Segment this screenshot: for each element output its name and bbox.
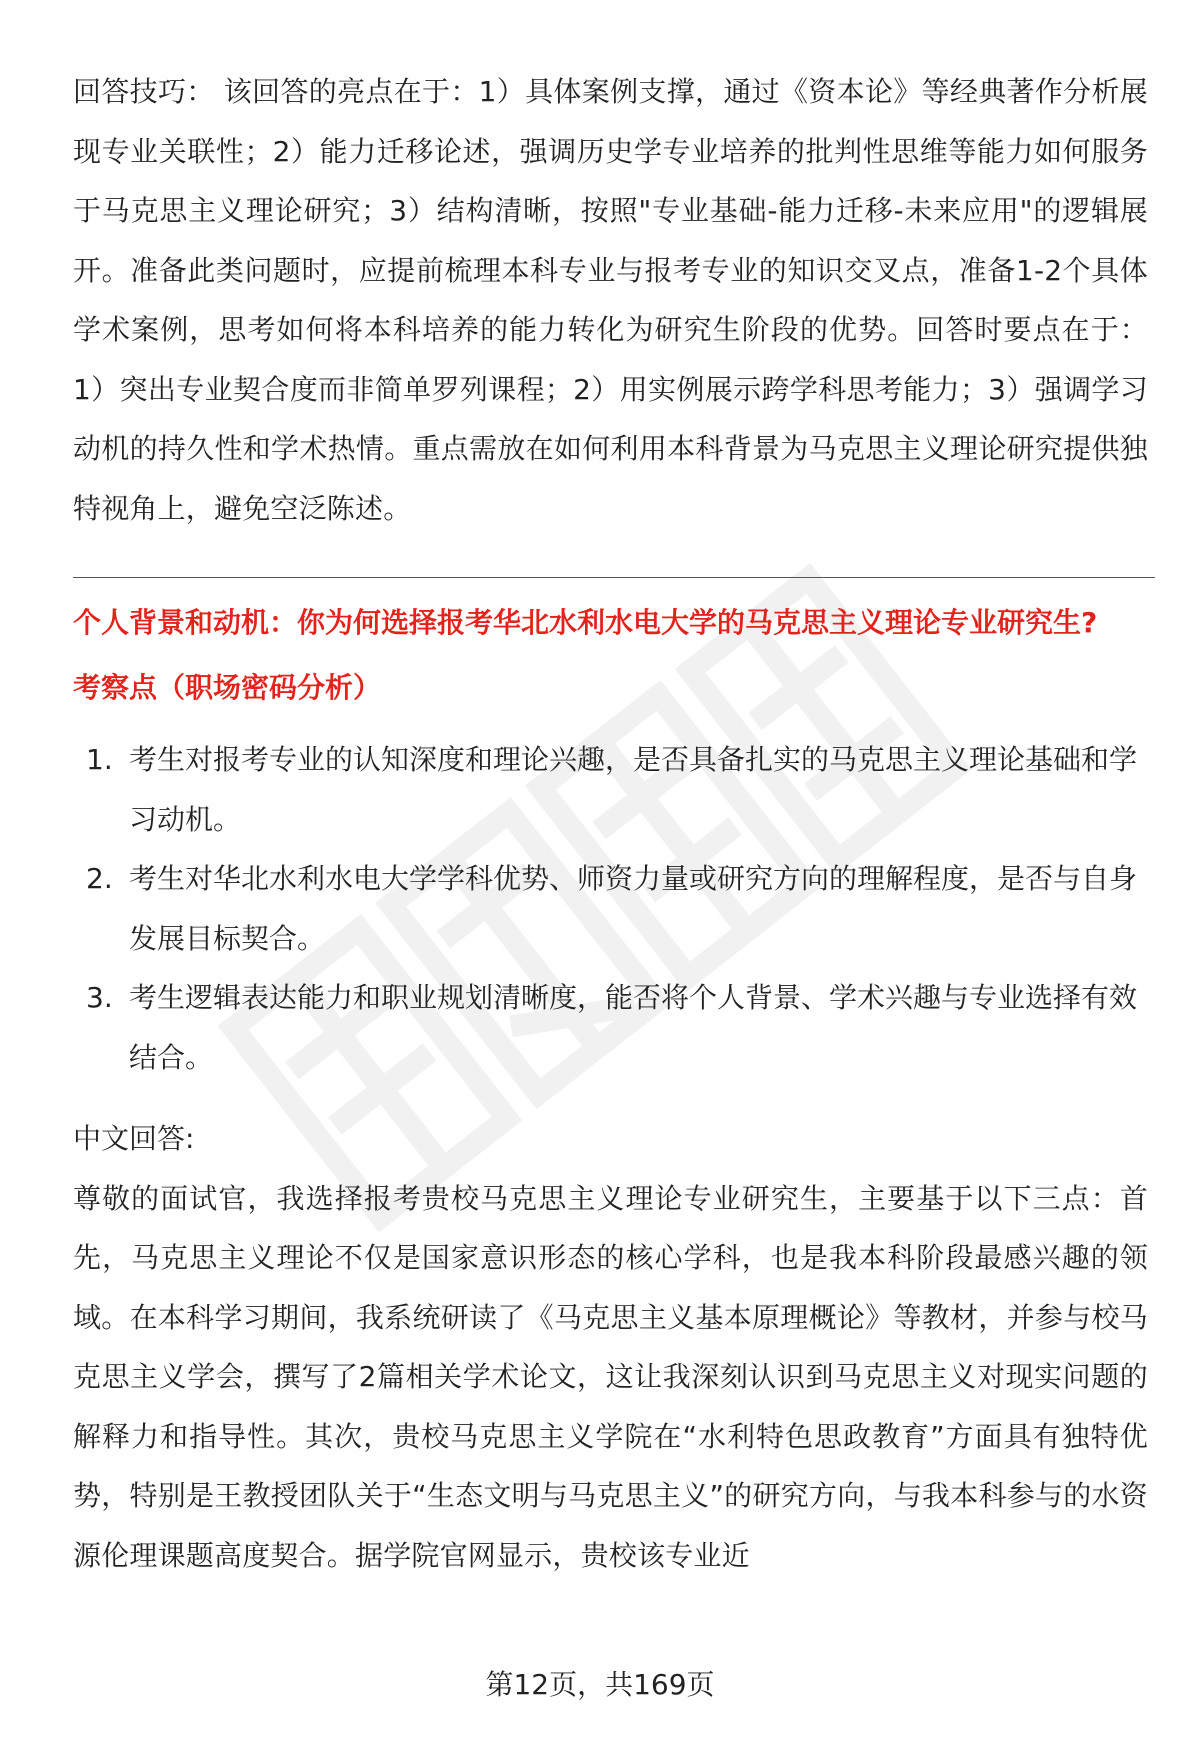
- answer-paragraph: 尊敬的面试官，我选择报考贵校马克思主义理论专业研究生，主要基于以下三点：首先，马克思主义理论不仅是国家意识形态的核心学科，也是我本科阶段最感兴趣的领域。在本科学习期间，我系统研读了《马克思主义基本原理概论》等教材，并参与校马克思主义学会，撰写了2篇相关学术论文，这让我深刻认识到马克思主义对现实问题的解释力和指导性。其次，贵校马克思主义学院在“水利特色思政教育”方面具有独特优势，特别是王教授团队关于“生态文明与马克思主义”的研究方向，与我本科参与的水资源伦理课题高度契合。据学院官网显示，贵校该专业近: [73, 1181, 1148, 1572]
- list-item: [73, 849, 1148, 968]
- list-item-number: 2.: [86, 862, 113, 895]
- assessment-list: [73, 730, 1148, 1087]
- assessment-heading: 考察点（职场密码分析）: [73, 671, 382, 704]
- list-item-text: 考生逻辑表达能力和职业规划清晰度，能否将个人背景、学术兴趣与专业选择有效结合。: [129, 981, 1138, 1074]
- list-item-number: 1.: [86, 743, 113, 776]
- section-divider: [73, 577, 1155, 578]
- list-item: [73, 968, 1148, 1087]
- answer-label: 中文回答:: [73, 1122, 195, 1155]
- list-item-text: 考生对华北水利水电大学学科优势、师资力量或研究方向的理解程度，是否与自身发展目标契合。: [129, 862, 1138, 955]
- list-item-number: 3.: [86, 981, 113, 1014]
- question-title: 个人背景和动机：你为何选择报考华北水利水电大学的马克思主义理论专业研究生?: [73, 606, 1098, 639]
- content-area: [73, 62, 1148, 1585]
- list-item-text: 考生对报考专业的认知深度和理论兴趣，是否具备扎实的马克思主义理论基础和学习动机。: [129, 743, 1138, 836]
- answer-tips-paragraph: 回答技巧： 该回答的亮点在于：1）具体案例支撑，通过《资本论》等经典著作分析展现专业关联性；2）能力迁移论述，强调历史学专业培养的批判性思维等能力如何服务于马克思主义理论研究；3）结构清晰，按照"专业基础-能力迁移-未来应用"的逻辑展开。准备此类问题时，应提前梳理本科专业与报考专业的知识交叉点，准备1-2个具体学术案例，思考如何将本科培养的能力转化为研究生阶段的优势。回答时要点在于：1）突出专业契合度而非简单罗列课程；2）用实例展示跨学科思考能力；3）强调学习动机的持久性和学术热情。重点需放在如何利用本科背景为马克思主义理论研究提供独特视角上，避免空泛陈述。: [73, 75, 1148, 525]
- page-number-footer: 第12页，共169页: [485, 1668, 715, 1701]
- list-item: [73, 730, 1148, 849]
